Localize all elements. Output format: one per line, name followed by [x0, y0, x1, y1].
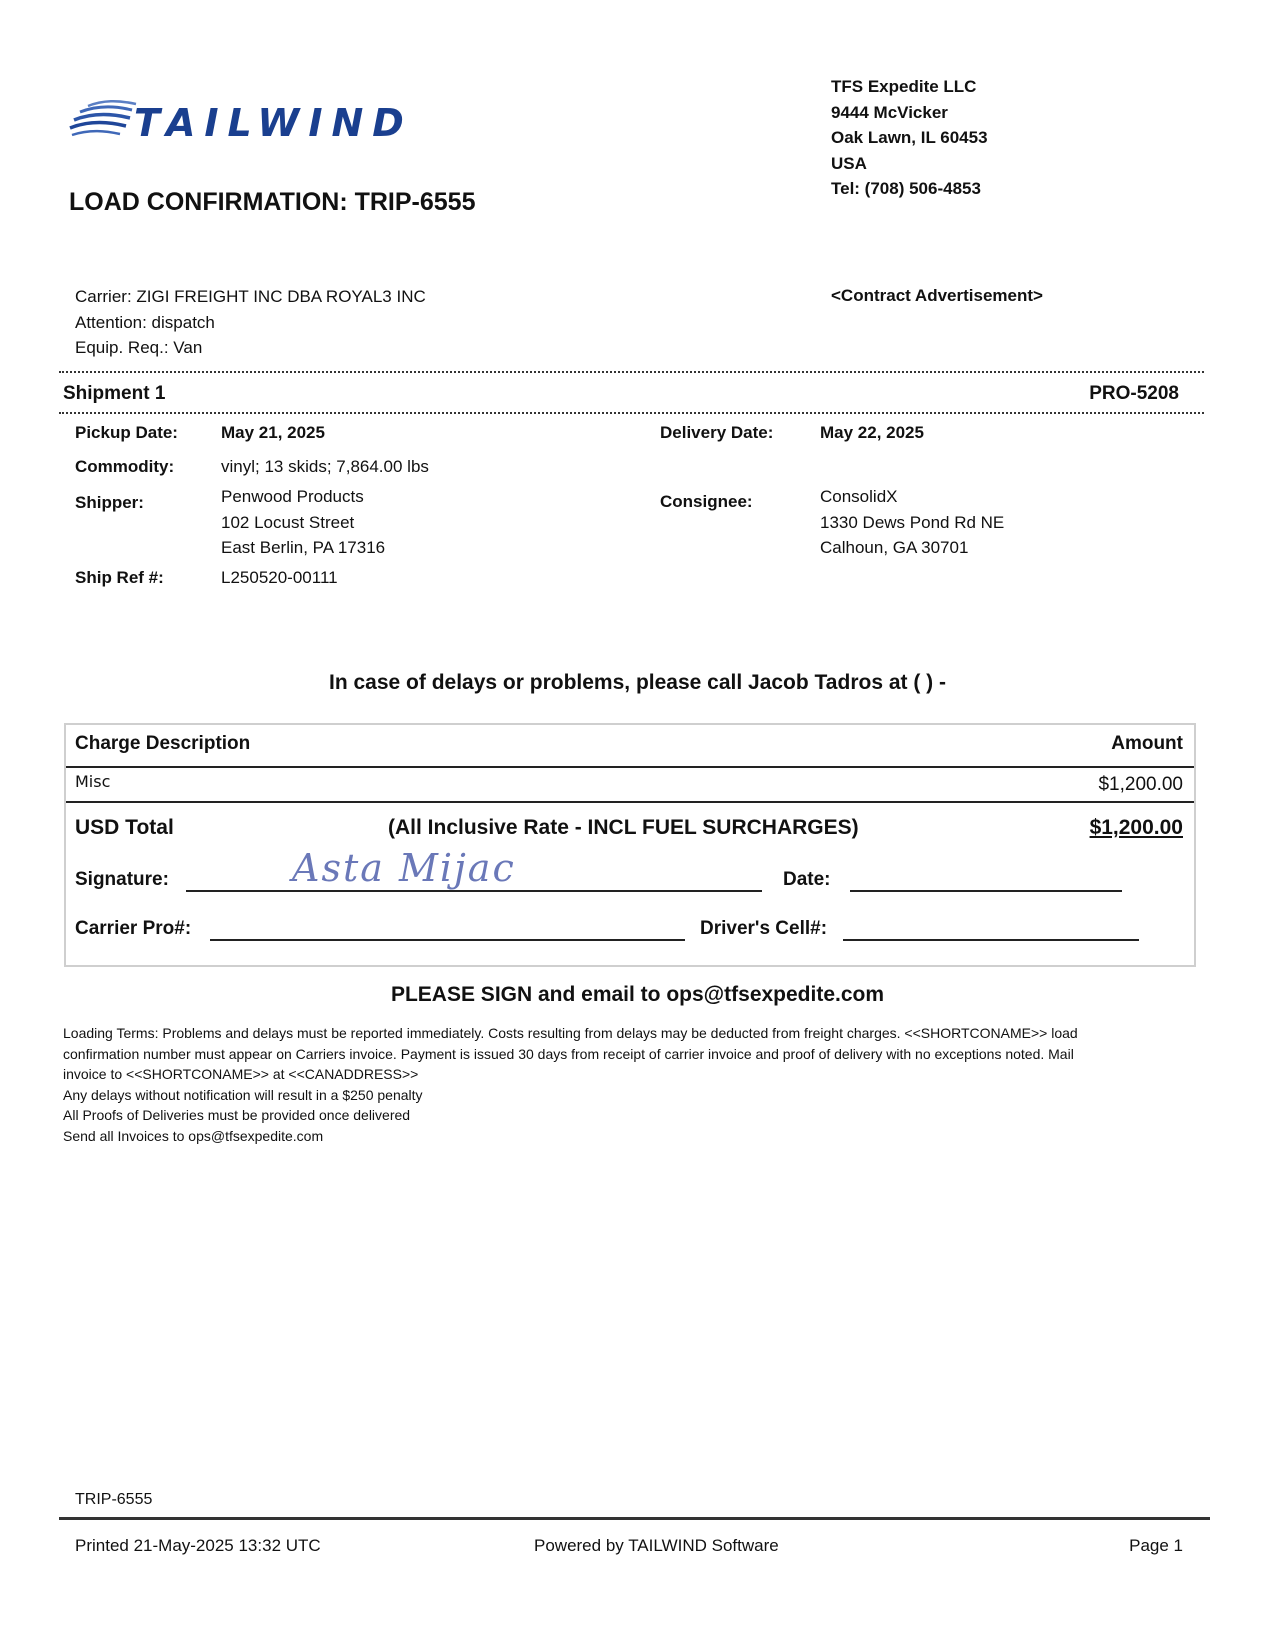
logo-wordmark: TAILWIND — [134, 101, 413, 145]
pickup-date-label: Pickup Date: — [75, 423, 178, 442]
powered-by: Powered by TAILWIND Software — [534, 1536, 779, 1555]
charge-row-amount: $1,200.00 — [1098, 774, 1183, 795]
carrier-equipment: Equip. Req.: Van — [75, 338, 203, 357]
delay-notice: In case of delays or problems, please call Jacob Tadros at ( ) - — [329, 671, 946, 694]
page-title: LOAD CONFIRMATION: TRIP-6555 — [69, 188, 476, 216]
consignee-label: Consignee: — [660, 492, 753, 511]
driver-cell-line[interactable] — [843, 939, 1139, 941]
company-tel: Tel: (708) 506-4853 — [831, 179, 981, 198]
dotted-divider — [59, 371, 1204, 373]
footer-rule — [59, 1517, 1210, 1520]
charge-row-desc: Misc — [75, 772, 111, 791]
commodity-label: Commodity: — [75, 457, 175, 476]
company-country: USA — [831, 153, 867, 173]
pro-number: PRO-5208 — [1089, 383, 1179, 404]
loading-terms — [63, 1023, 1203, 1146]
terms-line: Loading Terms: Problems and delays must be reported immediately. Costs resulting from delays may be deducted from freight charges. <<SHORTCONAME>> load — [63, 1025, 1078, 1041]
please-sign-notice: PLEASE SIGN and email to ops@tfsexpedite.com — [390, 983, 885, 1006]
amount-header: Amount — [1111, 733, 1183, 754]
driver-cell-label: Driver's Cell#: — [700, 918, 828, 939]
footer-trip-number: TRIP-6555 — [75, 1491, 153, 1508]
dotted-divider — [59, 412, 1204, 414]
carrier-pro-line[interactable] — [210, 939, 685, 941]
shipper-address — [221, 484, 385, 561]
carrier-name: Carrier: ZIGI FREIGHT INC DBA ROYAL3 INC — [75, 287, 426, 306]
consignee-name: ConsolidX — [820, 487, 898, 506]
carrier-pro-label: Carrier Pro#: — [75, 918, 192, 939]
terms-line: invoice to <<SHORTCONAME>> at <<CANADDRESS>> — [63, 1066, 419, 1082]
date-line[interactable] — [850, 890, 1122, 892]
charges-box — [64, 723, 1196, 967]
ship-ref: L250520-00111 — [221, 568, 338, 587]
company-city: Oak Lawn, IL 60453 — [831, 128, 988, 147]
consignee-address — [820, 484, 1004, 561]
terms-line: confirmation number must appear on Carriers invoice. Payment is issued 30 days from receipt of carrier invoice and proof of delivery with no exceptions noted. Mail — [63, 1045, 1074, 1062]
company-name: TFS Expedite LLC — [831, 77, 977, 96]
consignee-city: Calhoun, GA 30701 — [820, 538, 969, 557]
contract-advertisement: <Contract Advertisement> — [831, 286, 1043, 305]
total-amount: $1,200.00 — [1089, 816, 1183, 839]
terms-line: All Proofs of Deliveries must be provided once delivered — [63, 1107, 411, 1123]
delivery-date-label: Delivery Date: — [660, 423, 774, 442]
company-address — [831, 74, 988, 202]
commodity: vinyl; 13 skids; 7,864.00 lbs — [221, 457, 429, 476]
page-number: Page 1 — [1129, 1536, 1183, 1555]
terms-line: Send all Invoices to ops@tfsexpedite.com — [63, 1127, 324, 1144]
consignee-street: 1330 Dews Pond Rd NE — [820, 512, 1005, 532]
shipper-name: Penwood Products — [221, 487, 364, 506]
charge-description-header: Charge Description — [75, 733, 251, 754]
table-header-rule — [66, 766, 1194, 768]
carrier-info — [75, 284, 426, 361]
total-note: (All Inclusive Rate - INCL FUEL SURCHARGES) — [388, 816, 859, 839]
carrier-attention: Attention: dispatch — [75, 312, 215, 332]
terms-line: Any delays without notification will result in a $250 penalty — [63, 1086, 423, 1103]
printed-timestamp: Printed 21-May-2025 13:32 UTC — [75, 1536, 321, 1555]
signature-label: Signature: — [75, 869, 169, 890]
usd-total-label: USD Total — [75, 816, 174, 839]
table-row-rule — [66, 801, 1194, 803]
delivery-date: May 22, 2025 — [820, 423, 924, 442]
shipment-heading: Shipment 1 — [63, 383, 166, 404]
tailwind-logo — [68, 98, 448, 148]
shipper-city: East Berlin, PA 17316 — [221, 538, 386, 557]
date-label: Date: — [783, 869, 831, 890]
shipper-street: 102 Locust Street — [221, 512, 355, 532]
company-street: 9444 McVicker — [831, 102, 948, 122]
shipper-label: Shipper: — [75, 493, 144, 512]
signature-line[interactable] — [186, 890, 762, 892]
ship-ref-label: Ship Ref #: — [75, 568, 164, 587]
handwritten-signature: Asta Mijac — [292, 846, 516, 890]
pickup-date: May 21, 2025 — [221, 423, 325, 442]
